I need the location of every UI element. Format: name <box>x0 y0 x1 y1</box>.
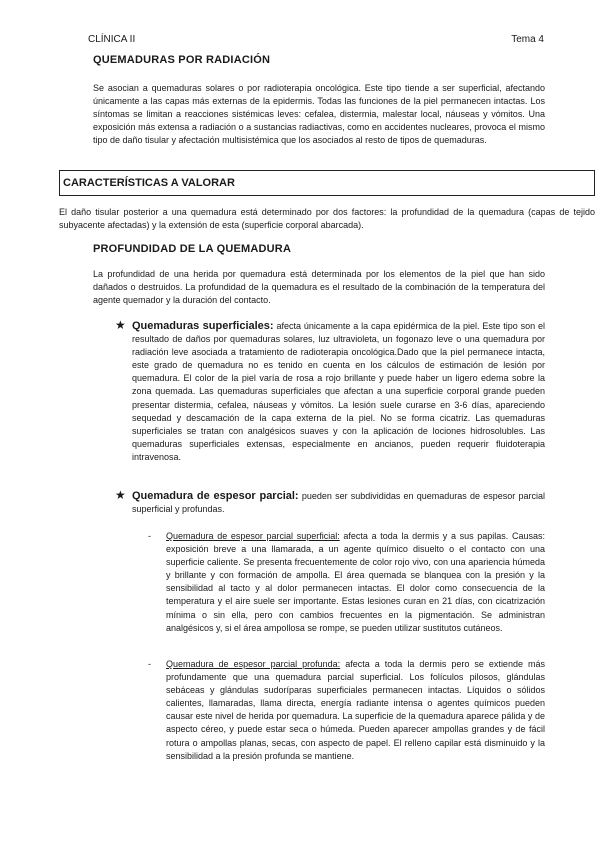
star-bullet-icon: ★ <box>115 488 126 502</box>
radiation-paragraph: Se asocian a quemaduras solares o por radioterapia oncológica. Este tipo tiende a ser superficial, afectando únicamente a las capas más externas de la epidermis. Todas las funciones de la piel permanecen intactas. Los síntomas se limitan a reacciones sistémicas leves: cefalea, distermia, malestar local, náuseas y vómitos. Una exposición más extensa a radiación o a sustancias radiactivas, como en accidentes nucleares, provoca el mismo tipo de daño tisular y afectación multisistémica que los asociados al resto de tipos de quemaduras. <box>93 83 545 146</box>
dash-bullet-icon: - <box>148 659 151 669</box>
header-course: CLÍNICA II <box>88 34 136 45</box>
radiation-heading: QUEMADURAS POR RADIACIÓN <box>93 54 271 66</box>
sub-bullet-partial-deep-title: Quemadura de espesor parcial profunda: <box>166 659 341 669</box>
characteristics-heading-box: CARACTERÍSTICAS A VALORAR <box>59 170 595 196</box>
bullet-superficial <box>132 320 545 464</box>
bullet-superficial-text: afecta únicamente a la capa epidérmica de la piel. Este tipo son el resultado de daños por quemaduras solares, luz ultravioleta, un fogonazo leve o una quemadura por radiación leve asociada a tratamiento de radioterapia oncológica.Dado que la piel permanece intacta, este grado de quemadura no es tenido en cuenta en los cálculos de estimación de lesión por quemadura. El color de la piel varía de rosa a rojo brillante y puede haber un ligero edema sobre la zona quemada. Las quemaduras superficiales que afectan a una superficie corporal grande pueden presentar distermia, cefalea, náuseas y vómitos. La lesión suele curarse en 3-6 días, apareciendo sequedad y descamación de la capa externa de la piel. No se forma cicatriz. Las quemaduras superficiales se tratan con analgésicos suaves y con la aplicación de lociones hidrosolubles. Las quemaduras superficiales extensas, especialmente en ancianos, pueden requerir fluidoterapia intravenosa. <box>132 321 545 462</box>
bullet-partial <box>132 490 545 516</box>
sub-bullet-partial-deep-text: afecta a toda la dermis pero se extiende más profundamente que una quemadura parcial superficial. Los folículos pilosos, glándulas sebáceas y glándulas sudoríparas superficiales permanecen intactas. Líquidos o sólidos calientes, llamaradas, llama directa, energía radiante intensa o agentes químicos pueden causar este nivel de herida por quemadura. La superficie de la quemadura aparece pálida y de aspecto céreo, y puede estar seca o húmeda. Pueden aparecer ampollas grandes y de fácil rotura o ampollas planas, secas, con aspecto de papel. El relleno capilar está disminuido y la sensibilidad a la presión profunda se mantiene. <box>166 659 545 761</box>
characteristics-intro: El daño tisular posterior a una quemadura está determinado por dos factores: la profundidad de la quemadura (capas de tejido subyacente afectadas) y la extensión de esta (superficie corporal abarcada). <box>59 207 595 231</box>
dash-bullet-icon: - <box>148 531 151 541</box>
bullet-partial-title: Quemadura de espesor parcial: <box>132 490 299 502</box>
sub-bullet-partial-superficial-text: afecta a toda la dermis y a sus papilas. Causas: exposición breve a una llamarada, a un agente químico disuelto o el contacto con una superficie caliente. Se presenta frecuentemente de color rojo vivo, con una apariencia húmeda y brillante y con formación de ampolla. El área quemada se blanquea con la presión y la sensibilidad al tacto y al dolor permanecen intactas. El dolor como consecuencia de la temperatura y el aire suele ser importante. Estas lesiones curan en 21 días, con cicatrización mínima o sin ella, pero con cambios frecuentes en la pigmentación. Se administran analgésicos y, si el área ampollosa se rompe, se pueden utilizar sustitutos cutáneos. <box>166 531 545 633</box>
sub-bullet-partial-superficial <box>166 530 545 635</box>
star-bullet-icon: ★ <box>115 318 126 332</box>
depth-heading: PROFUNDIDAD DE LA QUEMADURA <box>93 243 292 255</box>
sub-bullet-partial-superficial-title: Quemadura de espesor parcial superficial: <box>166 531 340 541</box>
sub-bullet-partial-deep <box>166 658 545 763</box>
bullet-partial-text: pueden ser subdivididas en quemaduras de espesor parcial superficial y profundas. <box>132 491 545 515</box>
header-topic: Tema 4 <box>511 34 544 45</box>
depth-intro: La profundidad de una herida por quemadura está determinada por los elementos de la piel que han sido dañados o destruidos. La profundidad de la quemadura es el resultado de la combinación de la temperatura del agente quemador y la duración del contacto. <box>93 269 545 306</box>
bullet-superficial-title: Quemaduras superficiales: <box>132 320 274 332</box>
